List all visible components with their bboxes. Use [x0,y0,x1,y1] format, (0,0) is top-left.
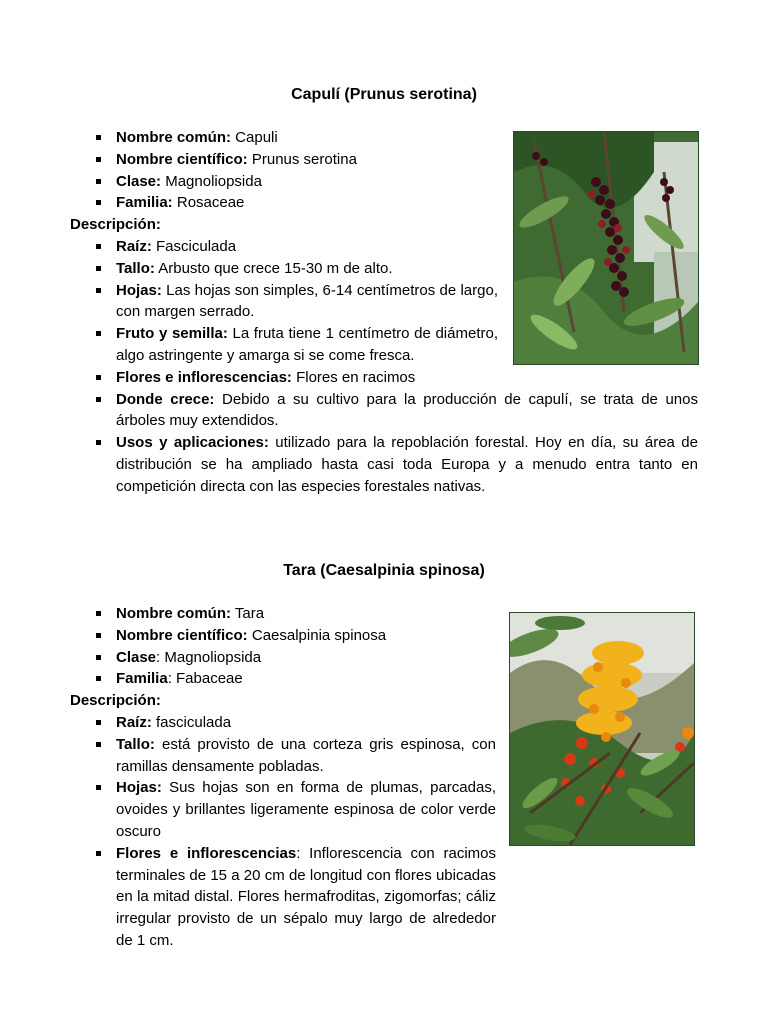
list-item: Tallo: está provisto de una corteza gris espinosa, con ramillas densamente pobladas. [116,734,496,778]
list-item: Clase: Magnoliopsida [116,647,496,669]
list-item: Flores e inflorescencias: Flores en racimos [116,367,698,389]
list-item: Nombre común: Tara [116,603,496,625]
tara-title: Tara (Caesalpinia spinosa) [283,562,485,579]
list-item: Fruto y semilla: La fruta tiene 1 centímetro de diámetro, algo astringente y amarga si se come fresca. [116,323,498,367]
tara-section [0,560,768,952]
tara-description-label: Descripción: [70,692,161,710]
capuli-title: Capulí (Prunus serotina) [291,86,477,103]
list-item: Nombre científico: Caesalpinia spinosa [116,625,496,647]
list-item: Familia: Rosaceae [116,192,498,214]
list-item: Donde crece: Debido a su cultivo para la producción de capulí, se trata de unos árboles muy extendidos. [116,389,698,433]
list-item: Hojas: Sus hojas son en forma de plumas, parcadas, ovoides y brillantes ligeramente espinosa de color verde oscuro [116,777,496,842]
list-item: Tallo: Arbusto que crece 15-30 m de alto. [116,258,498,280]
tara-photo-icon [509,612,695,846]
list-item: Hojas: Las hojas son simples, 6-14 centímetros de largo, con margen serrado. [116,280,498,324]
list-item: Nombre científico: Prunus serotina [116,149,498,171]
list-item: Raíz: fasciculada [116,712,496,734]
list-item: Flores e inflorescencias: Inflorescencia con racimos terminales de 15 a 20 cm de longitud con flores ubicadas en la mitad distal. Flores hermafroditas, zigomorfas; cáliz irregular provisto de un sépalo muy largo de alrededor de 1 cm. [116,843,496,952]
list-item: Familia: Fabaceae [116,668,496,690]
capuli-section [0,84,768,498]
list-item: Clase: Magnoliopsida [116,171,498,193]
list-item: Usos y aplicaciones: utilizado para la repoblación forestal. Hoy en día, su área de distribución se ha ampliado hasta casi toda Europa y a menudo entra tanto en competición directa con las especies forestales nativas. [116,432,698,497]
list-item: Nombre común: Capuli [116,127,498,149]
capuli-description-label: Descripción: [70,216,161,234]
capuli-photo-icon [513,131,699,365]
list-item: Raíz: Fasciculada [116,236,498,258]
